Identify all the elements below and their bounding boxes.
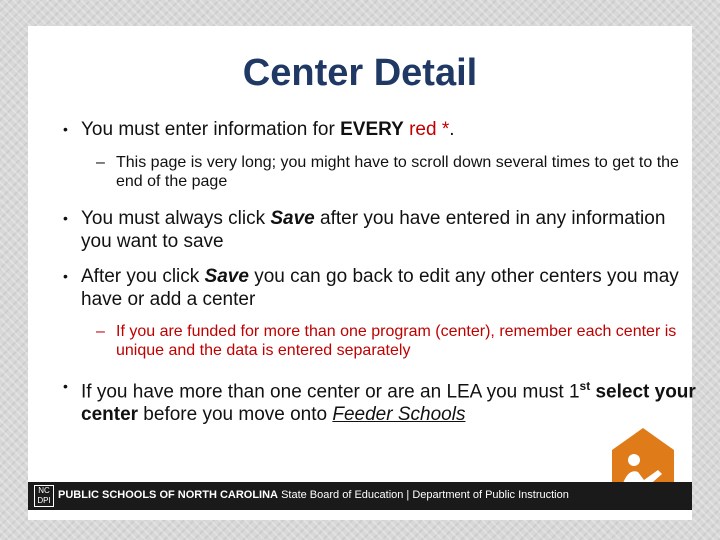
bullet-dot: • bbox=[63, 268, 68, 284]
sub-bullet-dash: – bbox=[96, 154, 105, 171]
nc-seal-icon: NC DPI bbox=[34, 485, 54, 507]
sub-bullet-1-text: This page is very long; you might have to scroll down several times to get to the end of the page bbox=[116, 154, 679, 190]
slide bbox=[28, 26, 696, 520]
bullet-1-red: red * bbox=[409, 119, 450, 140]
sub-bullet-1 bbox=[96, 153, 696, 191]
bullet-3-save: Save bbox=[204, 266, 249, 287]
footer-bar bbox=[28, 482, 692, 510]
footer-text bbox=[58, 489, 569, 501]
bullet-1-text: You must enter information for bbox=[81, 119, 341, 140]
footer-dept: State Board of Education | Department of Public Instruction bbox=[281, 489, 569, 501]
bullet-4-text-a: If you have more than one center or are an LEA you must 1 bbox=[81, 381, 580, 403]
bullet-4-bold: select your center bbox=[81, 381, 696, 426]
bullet-2-save: Save bbox=[270, 208, 315, 229]
feeder-schools-link[interactable]: Feeder Schools bbox=[332, 404, 466, 426]
bullet-2-text-a: You must always click bbox=[81, 208, 271, 229]
bullet-2-text-b: after you have entered in any information you want to save bbox=[81, 208, 666, 252]
footer-org: PUBLIC SCHOOLS OF NORTH CAROLINA bbox=[58, 489, 278, 501]
bullet-3-text-a: After you click bbox=[81, 266, 205, 287]
bullet-4-superscript: st bbox=[579, 379, 591, 393]
bullet-dot: • bbox=[63, 378, 68, 394]
bullet-2 bbox=[63, 207, 701, 253]
slide-title: Center Detail bbox=[242, 52, 478, 94]
bullet-1-end: . bbox=[449, 119, 455, 140]
bullet-dot: • bbox=[63, 121, 68, 137]
bullet-dot: • bbox=[63, 210, 68, 226]
bullet-4-text-b: before you move onto bbox=[138, 404, 333, 426]
bullet-3-text-b: you can go back to edit any other centers you may have or add a center bbox=[81, 266, 679, 310]
bullet-1 bbox=[63, 118, 701, 141]
bullet-3 bbox=[63, 265, 701, 311]
bullet-4 bbox=[63, 375, 701, 426]
sub-bullet-2-text: If you are funded for more than one program (center), remember each center is unique and the data is entered separately bbox=[116, 323, 677, 359]
sub-bullet-2 bbox=[96, 322, 696, 360]
sub-bullet-dash: – bbox=[96, 323, 105, 340]
bullet-1-emphasis: EVERY bbox=[340, 119, 404, 140]
